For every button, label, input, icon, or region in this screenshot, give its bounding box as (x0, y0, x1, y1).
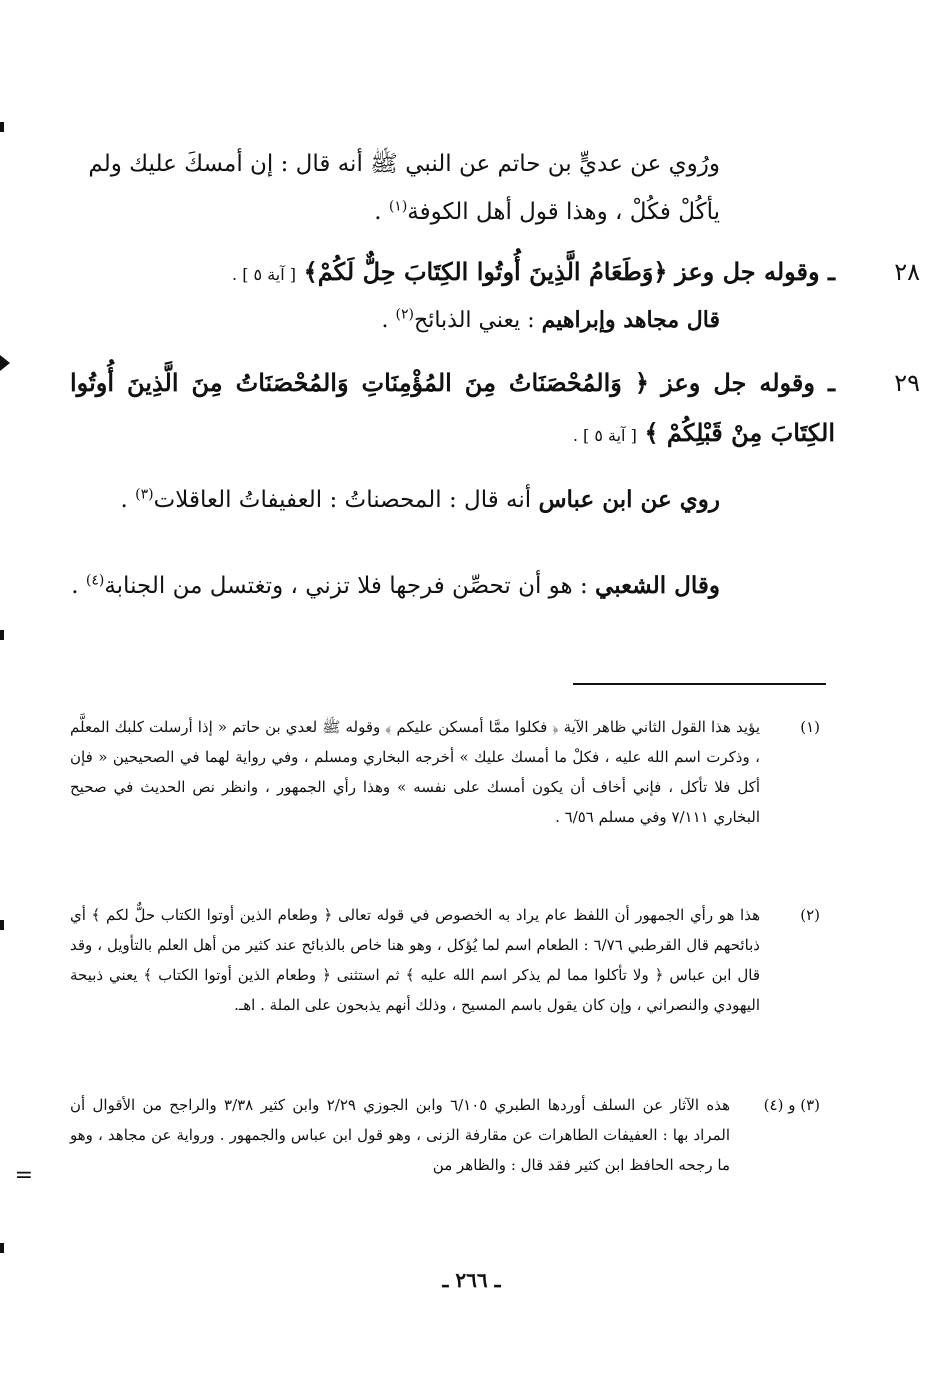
ayah-reference: [ آية ٥ ] . (232, 265, 296, 284)
commentator-names: قال مجاهد وإبراهيم (541, 307, 720, 333)
footnote-text: يؤيد هذا القول الثاني ظاهر الآية ﴿ فكلوا ممَّا أمسكن عليكم ﴾ وقوله ﷺ لعدي بن حاتم « إذا أرسلت كلبك المعلَّم ، وذكرت اسم الله عليه ، فكلْ ما أمسك عليك » أخرجه البخاري ومسلم ، وفي رواية لهما في الصحيحين « فإن أكل فلا تأكل ، فإني أخاف أن يكون أمسك على نفسه » وهذا رأي الجمهور ، وانظر نص الحديث في صحيح البخاري ٧/١١١ وفي مسلم ٦/٥٦ . (70, 718, 760, 826)
footnote-2 (70, 900, 820, 1020)
footnote-ref: (٢) (395, 306, 415, 323)
paragraph-text: أنه قال : المحصناتُ : العفيفاتُ العاقلات (153, 487, 539, 513)
footnote-1 (70, 712, 820, 832)
edge-mark (0, 355, 10, 371)
narrator-name: روي عن ابن عباس (538, 486, 720, 513)
footnote-number: (٣) و (٤) (763, 1096, 820, 1114)
ayah-reference: [ آية ٥ ] . (572, 426, 637, 445)
page-number: ـ ٢٦٦ ـ (442, 1268, 501, 1292)
narrator-name: وقال الشعبي (595, 572, 720, 599)
footnote-ref: (١) (388, 198, 408, 215)
paragraph-end: . (71, 573, 86, 599)
footnote-text: هذا هو رأي الجمهور أن اللفظ عام يراد به الخصوص في قوله تعالى ﴿ وطعام الذين أوتوا الكتاب حلٌّ لكم ﴾ أي ذبائحهم قال القرطبي ٦/٧٦ : الطعام اسم لما يُؤكل ، وهو هنا خاص بالذبائح عند كثير من أهل العلم بالتأويل ، وقد قال ابن عباس ﴿ ولا تأكلوا مما لم يذكر اسم الله عليه ﴾ ثم استثنى ﴿ وطعام الذين أوتوا الكتاب ﴾ يعني ذبيحة اليهودي والنصراني ، وإن كان يقول باسم المسيح ، وذلك أنهم يذبحون على الملة . اهـ. (70, 906, 760, 1014)
edge-mark (0, 122, 4, 132)
footnote-number: (١) (800, 718, 820, 736)
entry-number: ٢٨ (894, 258, 920, 286)
paragraph-end: . (381, 308, 396, 333)
commentary-text: : يعني الذبائح (414, 308, 542, 333)
entry-intro: ـ وقوله جل وعز (675, 257, 835, 286)
paragraph-end: . (374, 199, 389, 225)
quran-verse: ﴿ وَالمُحْصَنَاتُ مِنَ المُؤْمِنَاتِ وَالمُحْصَنَاتُ مِنَ الَّذِينَ أُوتُوا الكِتَابَ مِنْ قَبْلِكُمْ ﴾ (70, 368, 835, 447)
quran-verse: ﴿وَطَعَامُ الَّذِينَ أُوتُوا الكِتَابَ حِلٌّ لَكُمْ﴾ (303, 257, 668, 286)
entry-28-commentary (70, 296, 720, 345)
entry-28 (70, 246, 920, 301)
footnote-ref: (٣) (135, 486, 154, 503)
paragraph-end: . (120, 487, 136, 513)
entry-29 (70, 358, 920, 461)
paragraph-text: ورُوي عن عديٍّ بن حاتم عن النبي ﷺ أنه قال : إن أمسكَ عليك ولم يأكُلْ فكُلْ ، وهذا قول أهل الكوفة (88, 151, 720, 225)
footnote-3-4 (70, 1090, 820, 1180)
edge-mark (0, 1243, 4, 1253)
edge-mark (0, 920, 4, 930)
paragraph-text: : هو أن تحصِّن فرجها فلا تزني ، وتغتسل من الجنابة (104, 573, 596, 599)
entry-number: ٢٩ (894, 369, 920, 397)
continuation-mark: = (14, 1163, 33, 1188)
footnote-ref: (٤) (85, 572, 105, 589)
paragraph-shabi (70, 562, 720, 610)
footnote-number: (٢) (800, 906, 820, 924)
entry-intro: ـ وقوله جل وعز (661, 368, 836, 397)
edge-mark (0, 630, 4, 640)
footnote-divider (573, 683, 826, 685)
paragraph-adi-hadith (70, 140, 720, 236)
paragraph-ibn-abbas (70, 476, 720, 524)
footnote-text: هذه الآثار عن السلف أوردها الطبري ٦/١٠٥ وابن الجوزي ٢/٢٩ وابن كثير ٣/٣٨ والراجح من الأقوال أن المراد بها : العفيفات الطاهرات عن مقارفة الزنى ، وهو قول ابن عباس والجمهور . ورواية عن مجاهد ، وهو ما رجحه الحافظ ابن كثير فقد قال : والظاهر من (70, 1096, 731, 1174)
